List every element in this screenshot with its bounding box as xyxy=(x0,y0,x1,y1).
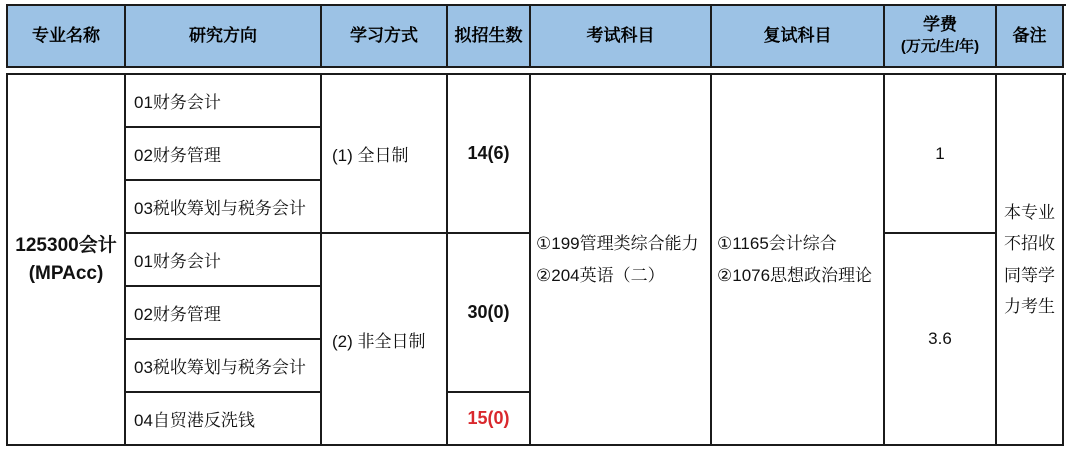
cell-enrollment-parttime-aml: 15(0) xyxy=(448,393,531,446)
header-cell-major-name xyxy=(8,6,126,68)
retest-subject-2: ②1076思想政治理论 xyxy=(717,265,873,285)
retest-subject-1: ①1165会计综合 xyxy=(717,234,837,254)
cell-direction-row: 02财务管理 xyxy=(126,287,322,340)
admissions-table xyxy=(6,4,1066,446)
header-cell-exam-subjects xyxy=(531,6,712,68)
cell-direction-row: 04自贸港反洗钱 xyxy=(126,393,322,446)
cell-tuition-fulltime: 1 xyxy=(885,75,997,234)
table-body xyxy=(6,73,1066,446)
header-label: 研究方向 xyxy=(189,25,257,45)
header-cell-study-mode xyxy=(322,6,448,68)
header-label: 复试科目 xyxy=(763,25,832,45)
header-label: 拟招生数 xyxy=(454,25,523,45)
major-abbr: (MPAcc) xyxy=(28,262,104,284)
cell-direction-row: 01财务会计 xyxy=(126,234,322,287)
remark-text: 本专业不招收同等学力考生 xyxy=(1004,202,1055,316)
major-code: 125300会计 xyxy=(15,234,117,256)
header-cell-planned-enrollment xyxy=(448,6,531,68)
cell-retest-subjects xyxy=(712,75,885,446)
cell-direction-row: 02财务管理 xyxy=(126,128,322,181)
header-cell-remark xyxy=(997,6,1064,68)
header-label: 专业名称 xyxy=(32,25,100,45)
header-label: 学费 xyxy=(923,15,957,35)
cell-direction-row: 03税收筹划与税务会计 xyxy=(126,340,322,393)
cell-study-mode-parttime: (2) 非全日制 xyxy=(322,234,448,446)
cell-remark xyxy=(997,75,1064,446)
cell-exam-subjects xyxy=(531,75,712,446)
cell-study-mode-fulltime: (1) 全日制 xyxy=(322,75,448,234)
header-label: 学习方式 xyxy=(350,25,418,45)
cell-enrollment-fulltime: 14(6) xyxy=(448,75,531,234)
cell-direction-row: 01财务会计 xyxy=(126,75,322,128)
cell-direction-row: 03税收筹划与税务会计 xyxy=(126,181,322,234)
header-cell-tuition xyxy=(885,6,997,68)
header-label: 考试科目 xyxy=(586,25,655,45)
cell-major-name xyxy=(8,75,126,446)
exam-subject-2: ②204英语（二） xyxy=(536,265,665,285)
header-cell-research-direction xyxy=(126,6,322,68)
header-cell-retest-subjects xyxy=(712,6,885,68)
exam-subject-1: ①199管理类综合能力 xyxy=(536,234,699,254)
header-label: 备注 xyxy=(1012,25,1047,45)
table-header-row xyxy=(6,4,1066,68)
header-tuition-unit: (万元/生/年) xyxy=(900,38,980,56)
cell-enrollment-parttime: 30(0) xyxy=(448,234,531,393)
cell-tuition-parttime: 3.6 xyxy=(885,234,997,446)
